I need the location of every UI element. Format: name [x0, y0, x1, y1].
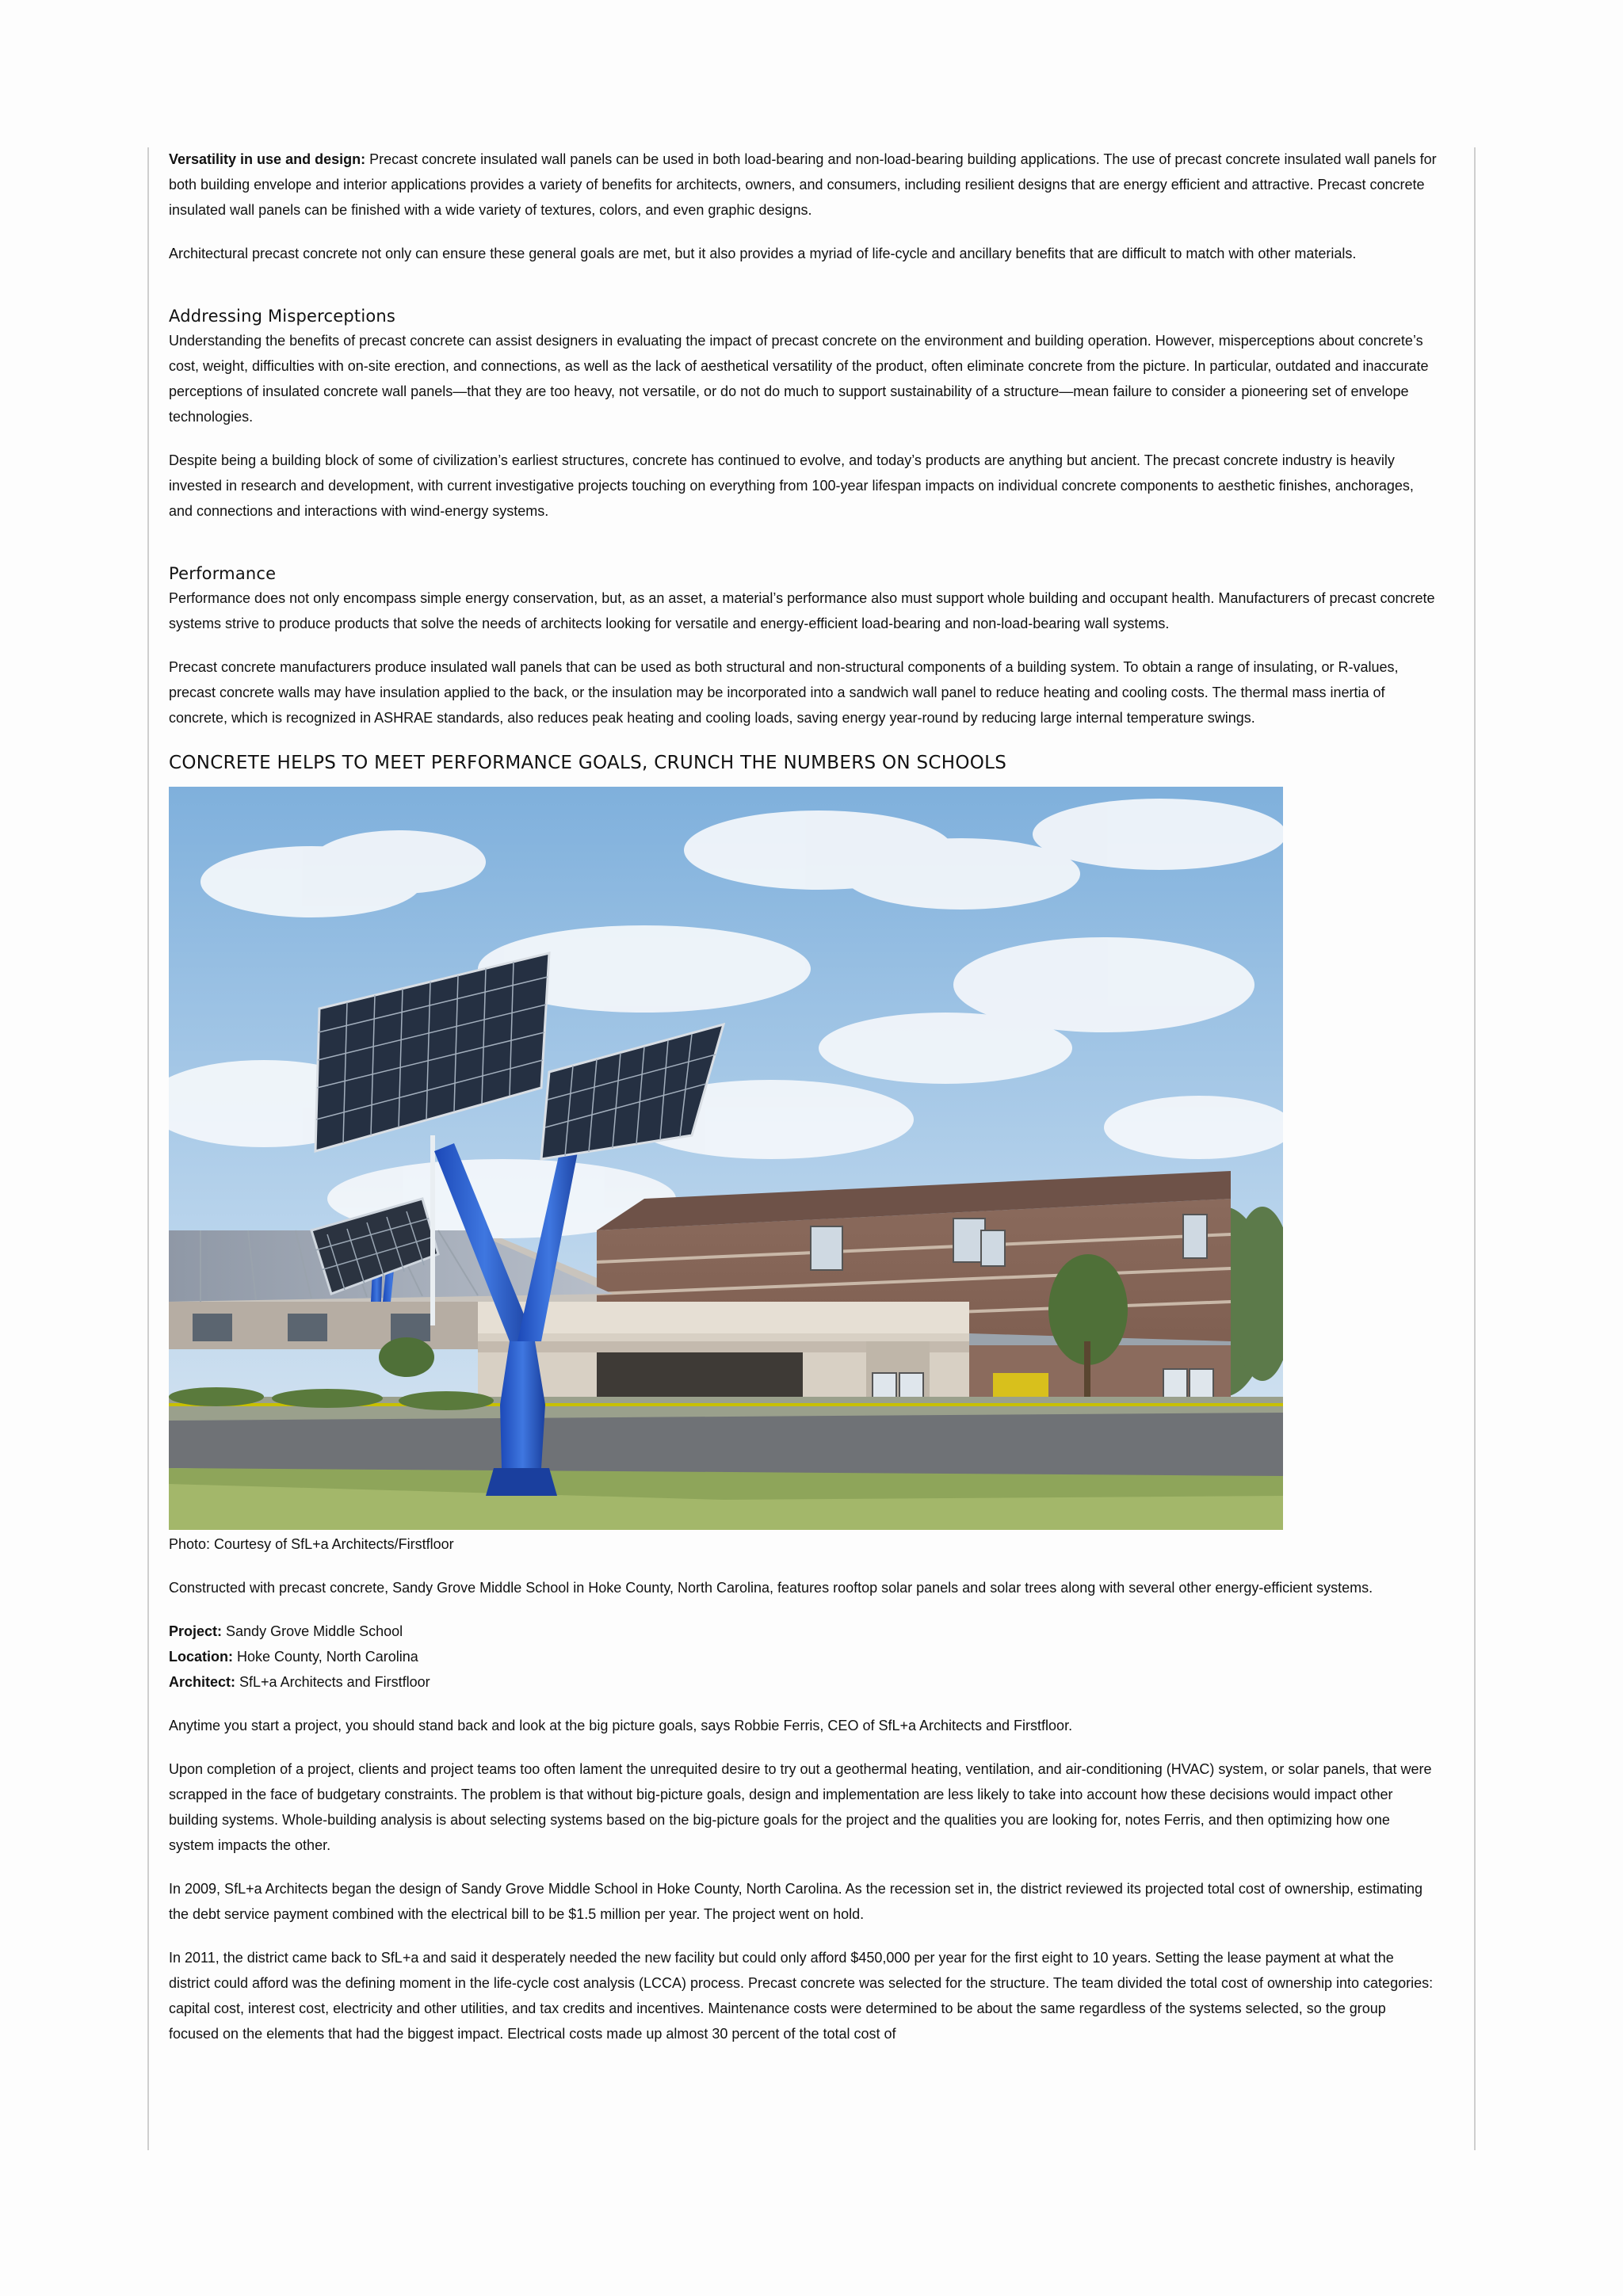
performance-heading: Performance [169, 564, 277, 583]
versatility-paragraph [169, 147, 1437, 223]
section-heading: CONCRETE HELPS TO MEET PERFORMANCE GOALS, CRUNCH THE NUMBERS ON SCHOOLS [169, 753, 1007, 773]
body-paragraph-2: Upon completion of a project, clients and project teams too often lament the unrequited desire to try out a geothermal heating, ventilation, and air-conditioning (HVAC) system, or solar panels, that were scrapped in the face of budgetary constraints. The problem is that without big-picture goals, design and implementation are less likely to take into account how these decisions would impact other building systems. Whole-building analysis is about selecting systems based on the big-picture goals for the project and the qualities you are looking for, notes Ferris, and then optimizing how one system impacts the other. [169, 1761, 1432, 1853]
project-value: Sandy Grove Middle School [222, 1623, 403, 1639]
architect-line [169, 1669, 1437, 1695]
performance-paragraph-2: Precast concrete manufacturers produce insulated wall panels that can be used as both structural and non-structural components of a building system. To obtain a range of insulating, or R-values, precast concrete walls may have insulation applied to the back, or the insulation may be incorporated into a sandwich wall panel to reduce heating and cooling costs. The thermal mass inertia of concrete, which is recognized in ASHRAE standards, also reduces peak heating and cooling loads, saving energy year-round by reducing large internal temperature swings. [169, 659, 1399, 726]
school-photo [169, 787, 1283, 1530]
body-paragraph-3: In 2009, SfL+a Architects began the design of Sandy Grove Middle School in Hoke County, North Carolina. As the recession set in, the district reviewed its projected total cost of ownership, estimating the debt service payment combined with the electrical bill to be $1.5 million per year. The project went on hold. [169, 1881, 1423, 1922]
versatility-text: Precast concrete insulated wall panels can be used in both load-bearing and non-load-bearing building applications. The use of precast concrete insulated wall panels for both building envelope and interior applications provides a variety of benefits for architects, owners, and consumers, including resilient designs that are energy efficient and attractive. Precast concrete insulated wall panels can be finished with a wide variety of textures, colors, and even graphic designs. [169, 151, 1437, 218]
body-paragraph-1: Anytime you start a project, you should stand back and look at the big picture goals, says Robbie Ferris, CEO of SfL+a Architects and Firstfloor. [169, 1718, 1073, 1733]
photo-credit: Photo: Courtesy of SfL+a Architects/Firstfloor [169, 1536, 454, 1552]
location-label: Location: [169, 1649, 233, 1665]
project-line [169, 1619, 1437, 1644]
architect-label: Architect: [169, 1674, 236, 1690]
misperceptions-paragraph-1: Understanding the benefits of precast concrete can assist designers in evaluating the impact of precast concrete on the environment and building operation. However, misperceptions about concrete’s cost, weight, difficulties with on-site erection, and connections, as well as the lack of aesthetical versatility of the product, often eliminate concrete from the picture. In particular, outdated and inaccurate perceptions of insulated concrete wall panels—that they are too heavy, not versatile, or do not do much to support sustainability of a structure—mean failure to consider a pioneering set of envelope technologies. [169, 333, 1429, 425]
project-meta [169, 1619, 1437, 1695]
performance-paragraph-1: Performance does not only encompass simple energy conservation, but, as an asset, a material’s performance also must support whole building and occupant health. Manufacturers of precast concrete systems strive to produce products that solve the needs of architects looking for versatile and energy-efficient load-bearing and non-load-bearing wall systems. [169, 590, 1435, 631]
photo-caption: Constructed with precast concrete, Sandy Grove Middle School in Hoke County, North Carolina, features rooftop solar panels and solar trees along with several other energy-efficient systems. [169, 1580, 1373, 1596]
location-line [169, 1644, 1437, 1669]
misperceptions-paragraph-2: Despite being a building block of some of civilization’s earliest structures, concrete has continued to evolve, and today’s products are anything but ancient. The precast concrete industry is heavily invested in research and development, with current investigative projects touching on everything from 100-year lifespan impacts on individual concrete components to aesthetic finishes, anchorages, and connections and interactions with wind-energy systems. [169, 452, 1414, 519]
versatility-lead: Versatility in use and design: [169, 151, 366, 167]
school-photo-illustration [169, 787, 1283, 1530]
project-label: Project: [169, 1623, 223, 1639]
body-paragraph-4: In 2011, the district came back to SfL+a and said it desperately needed the new facility but could only afford $450,000 per year for the first eight to 10 years. Setting the lease payment at what the district could afford was the defining moment in the life-cycle cost analysis (LCCA) process. Precast concrete was selected for the structure. The team divided the total cost of ownership into categories: capital cost, interest cost, electricity and other utilities, and tax credits and incentives. Maintenance costs were determined to be about the same regardless of the systems selected, so the group focused on the elements that had the biggest impact. Electrical costs made up almost 30 percent of the total cost of [169, 1950, 1434, 2042]
architect-value: SfL+a Architects and Firstfloor [235, 1674, 430, 1690]
misperceptions-heading: Addressing Misperceptions [169, 307, 396, 326]
architectural-paragraph: Architectural precast concrete not only can ensure these general goals are met, but it also provides a myriad of life-cycle and ancillary benefits that are difficult to match with other materials. [169, 246, 1357, 261]
location-value: Hoke County, North Carolina [233, 1649, 418, 1665]
article-content [169, 147, 1437, 2065]
